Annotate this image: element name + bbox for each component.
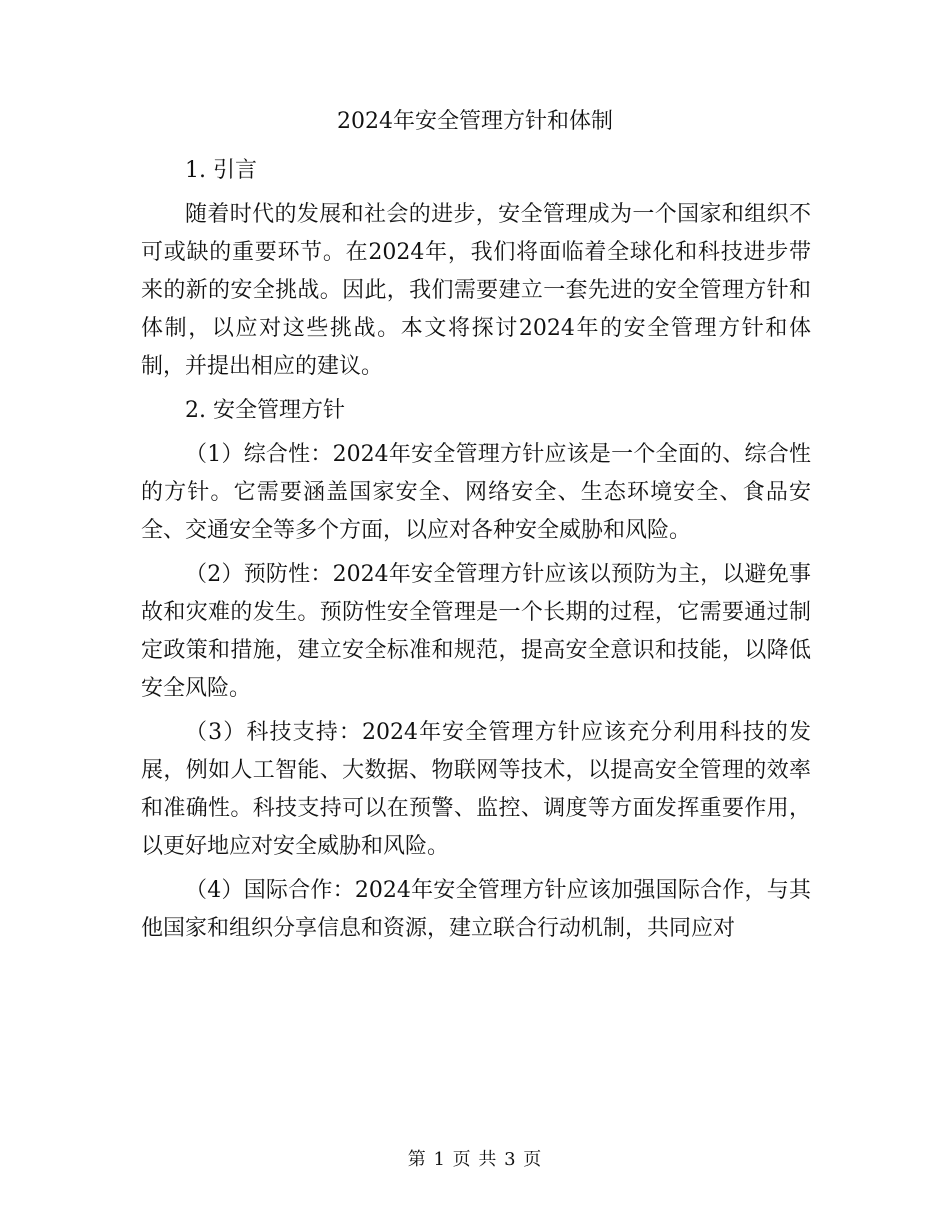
paragraph-tech-support: （3）科技支持：2024年安全管理方针应该充分利用科技的发展，例如人工智能、大数据、物联网等技术，以提高安全管理的效率和准确性。科技支持可以在预警、监控、调度等方面发挥重要作用，以更好地应对安全威胁和风险。: [141, 720, 811, 859]
document-body: [141, 152, 811, 954]
page-footer: 第 1 页 共 3 页: [407, 1149, 543, 1170]
paragraph-comprehensive: （1）综合性：2024年安全管理方针应该是一个全面的、综合性的方针。它需要涵盖国家安全、网络安全、生态环境安全、食品安全、交通安全等多个方面，以应对各种安全威胁和风险。: [141, 442, 811, 543]
section-heading-policy: 2. 安全管理方针: [185, 398, 345, 423]
document-title: 2024年安全管理方针和体制: [337, 109, 613, 134]
paragraph-international: （4）国际合作：2024年安全管理方针应该加强国际合作，与其他国家和组织分享信息和资源，建立联合行动机制，共同应对: [141, 878, 811, 941]
paragraph-intro: 随着时代的发展和社会的进步，安全管理成为一个国家和组织不可或缺的重要环节。在2024年，我们将面临着全球化和科技进步带来的新的安全挑战。因此，我们需要建立一套先进的安全管理方针和体制，以应对这些挑战。本文将探讨2024年的安全管理方针和体制，并提出相应的建议。: [141, 202, 811, 379]
section-heading-intro: 1. 引言: [185, 158, 257, 183]
paragraph-preventive: （2）预防性：2024年安全管理方针应该以预防为主，以避免事故和灾难的发生。预防性安全管理是一个长期的过程，它需要通过制定政策和措施，建立安全标准和规范，提高安全意识和技能，以降低安全风险。: [141, 562, 811, 701]
